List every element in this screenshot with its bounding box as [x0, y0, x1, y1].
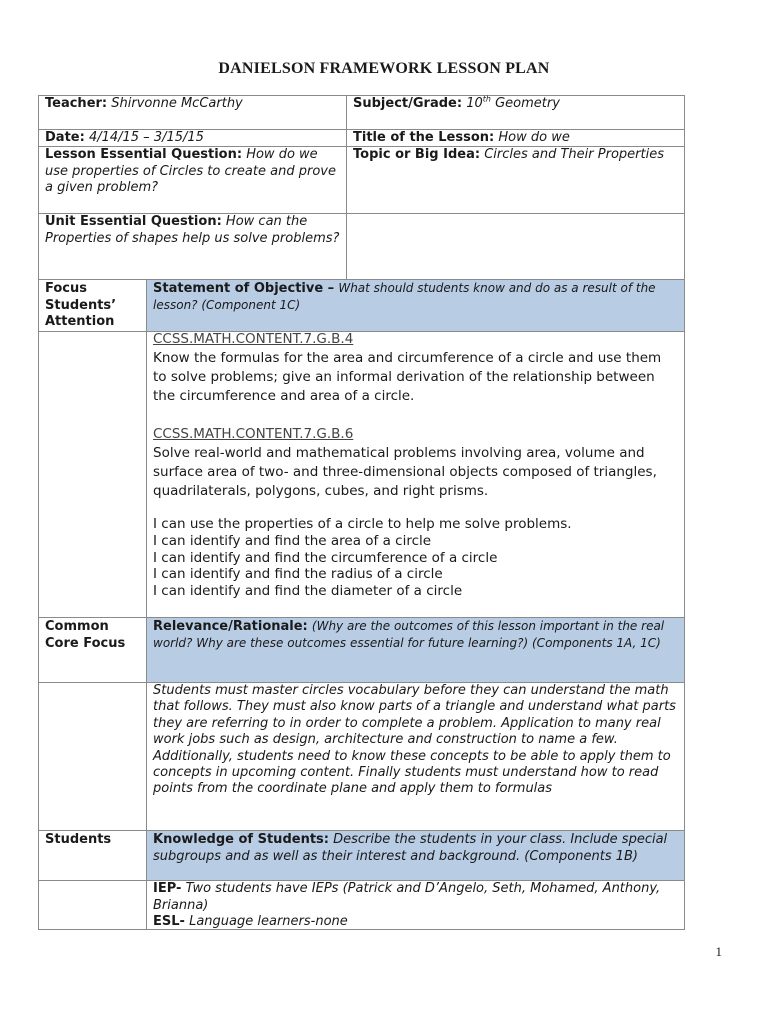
students-heading-note: Describe the students in your class. Include special subgroups and as well as their interest and background. (Components 1B) — [153, 832, 668, 864]
column-divider — [346, 95, 347, 280]
standard-link-7gb4[interactable]: CCSS.MATH.CONTENT.7.G.B.4 — [153, 331, 354, 347]
lesson-title-value: How do we — [498, 130, 570, 145]
relevance-heading-note: (Why are the outcomes of this lesson important in the real world? Why are these outcomes essential for future learning?) (Components 1A, 1C) — [153, 619, 665, 650]
date-value: 4/14/15 – 3/15/15 — [88, 130, 204, 145]
date-label: Date: — [45, 130, 85, 145]
i-can-statement: I can use the properties of a circle to help me solve problems. — [153, 516, 572, 532]
ueq-label: Unit Essential Question: — [45, 214, 222, 229]
teacher-value: Shirvonne McCarthy — [111, 96, 243, 111]
topic-cell — [347, 146, 684, 165]
students-body — [147, 880, 684, 932]
topic-value: Circles and Their Properties — [484, 147, 664, 162]
students-label: Students — [45, 832, 112, 847]
page-number: 1 — [715, 944, 722, 959]
i-can-statement: I can identify and find the circumference of a circle — [153, 549, 498, 566]
standard-link-7gb6[interactable]: CCSS.MATH.CONTENT.7.G.B.6 — [153, 426, 354, 442]
students-heading-cell — [147, 831, 684, 866]
unit-essential-question-cell — [39, 213, 346, 248]
subject-grade-cell — [347, 95, 684, 114]
relevance-heading-cell — [147, 618, 684, 653]
lesson-title-cell — [347, 129, 684, 148]
i-can-statement: I can identify and find the radius of a circle — [153, 566, 443, 583]
focus-students-attention-label: Focus Students’ Attention — [45, 281, 117, 329]
iep-value: Two students have IEPs (Patrick and D’Angelo, Seth, Mohamed, Anthony, Brianna) — [153, 881, 661, 913]
date-cell — [39, 129, 346, 148]
esl-label: ESL- — [153, 914, 185, 929]
leq-label: Lesson Essential Question: — [45, 147, 243, 162]
topic-label: Topic or Big Idea: — [353, 147, 481, 162]
teacher-label: Teacher: — [45, 96, 108, 111]
objective-heading-cell — [147, 280, 684, 315]
relevance-body: Students must master circles vocabulary before they can understand the math that follows. They must also know parts of a triangle and understand what parts they are referring to in order to complete a problem. Application to many real work jobs such as design, architecture and construction to name a few. Additionally, students need to know these concepts to be able to apply them to concepts in upcoming content. Finally students must understand how to read points from the coordinate plane and apply them to formulas — [153, 683, 676, 797]
teacher-cell — [39, 95, 346, 114]
standard-7gb4-text: Know the formulas for the area and circumference of a circle and use them to solve problems; give an informal derivation of the relationship between the circumference and area of a circle. — [153, 350, 662, 404]
lesson-essential-question-cell — [39, 146, 346, 198]
subject-value: 10th Geometry — [466, 94, 560, 111]
objective-heading-note: What should students know and do as a result of the lesson? (Component 1C) — [153, 281, 656, 312]
i-can-statement: I can identify and find the area of a circle — [153, 532, 432, 549]
document-title: DANIELSON FRAMEWORK LESSON PLAN — [218, 60, 550, 77]
leq-value: How do we use properties of Circles to create and prove a given problem? — [45, 147, 336, 195]
esl-value: Language learners-none — [189, 914, 348, 929]
objective-body — [147, 330, 684, 600]
objective-heading: Statement of Objective – — [153, 281, 335, 296]
iep-label: IEP- — [153, 881, 182, 896]
lesson-title-label: Title of the Lesson: — [353, 130, 495, 145]
students-heading: Knowledge of Students: — [153, 832, 329, 847]
relevance-heading: Relevance/Rationale: — [153, 619, 308, 634]
standard-7gb6-text: Solve real-world and mathematical problems involving area, volume and surface area of two- and three-dimensional objects composed of triangles, quadrilaterals, polygons, cubes, and right prisms. — [153, 445, 657, 499]
i-can-statement: I can identify and find the diameter of a circle — [153, 583, 463, 600]
ueq-value: How can the Properties of shapes help us solve problems? — [45, 214, 340, 246]
subject-label: Subject/Grade: — [353, 96, 463, 111]
common-core-focus-label: Common Core Focus — [45, 619, 126, 651]
